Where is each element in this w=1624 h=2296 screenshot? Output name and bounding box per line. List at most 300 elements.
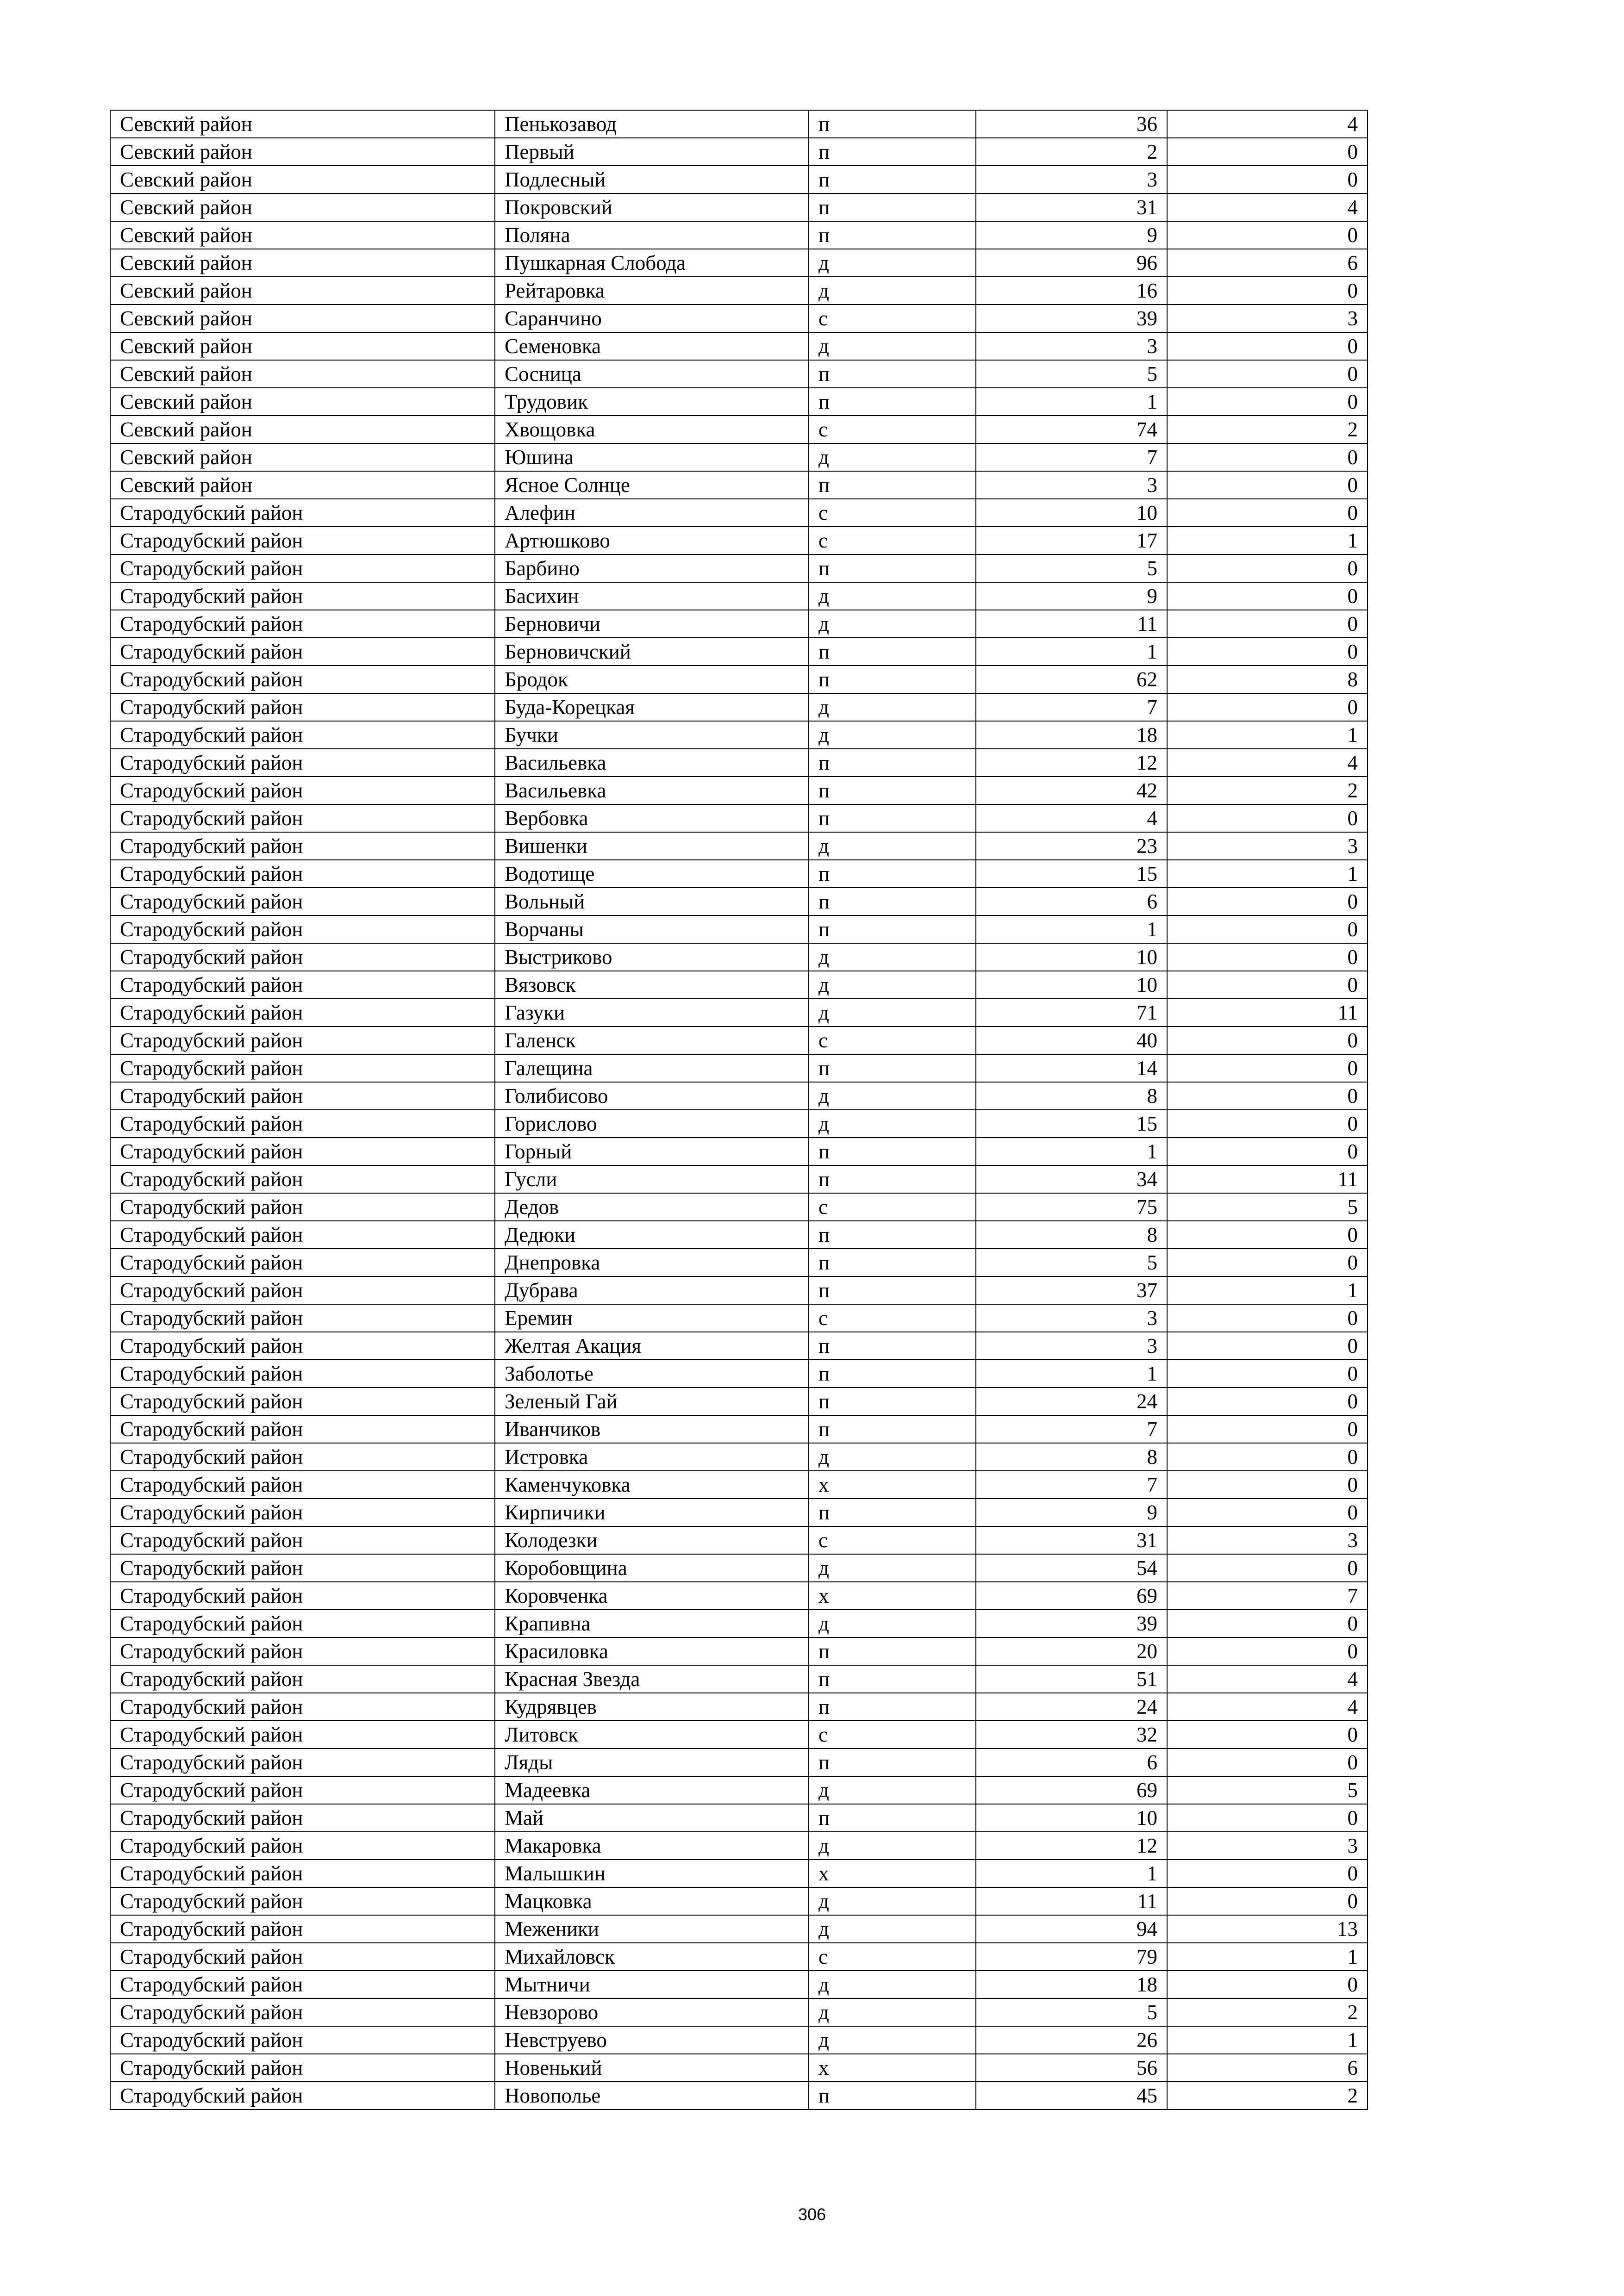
count-cell: 0 <box>1167 443 1368 471</box>
settlement-cell: Невзорово <box>495 1998 809 2026</box>
type-cell: п <box>809 1221 976 1249</box>
value-cell: 31 <box>976 1526 1167 1554</box>
value-cell: 9 <box>976 582 1167 610</box>
count-cell: 0 <box>1167 1887 1368 1915</box>
value-cell: 42 <box>976 777 1167 804</box>
type-cell: д <box>809 610 976 638</box>
type-cell: п <box>809 666 976 693</box>
district-cell: Стародубский район <box>110 749 495 777</box>
value-cell: 7 <box>976 1471 1167 1499</box>
count-cell: 7 <box>1167 1582 1368 1610</box>
settlement-cell: Выстриково <box>495 943 809 971</box>
value-cell: 5 <box>976 360 1167 388</box>
settlement-cell: Подлесный <box>495 166 809 193</box>
settlement-cell: Коровченка <box>495 1582 809 1610</box>
district-cell: Стародубский район <box>110 1998 495 2026</box>
district-cell: Севский район <box>110 221 495 249</box>
value-cell: 56 <box>976 2054 1167 2082</box>
value-cell: 5 <box>976 1249 1167 1276</box>
value-cell: 7 <box>976 443 1167 471</box>
count-cell: 3 <box>1167 1832 1368 1860</box>
type-cell: п <box>809 749 976 777</box>
table-row <box>110 1610 1368 1637</box>
district-cell: Стародубский район <box>110 915 495 943</box>
count-cell: 0 <box>1167 1360 1368 1388</box>
settlement-cell: Вербовка <box>495 804 809 832</box>
type-cell: д <box>809 332 976 360</box>
settlement-cell: Васильевка <box>495 749 809 777</box>
value-cell: 79 <box>976 1943 1167 1971</box>
table-row <box>110 360 1368 388</box>
settlement-cell: Буда-Корецкая <box>495 693 809 721</box>
settlement-cell: Мадеевка <box>495 1776 809 1804</box>
value-cell: 1 <box>976 1138 1167 1165</box>
district-cell: Стародубский район <box>110 2026 495 2054</box>
district-cell: Стародубский район <box>110 1054 495 1082</box>
type-cell: п <box>809 1165 976 1193</box>
table-row <box>110 693 1368 721</box>
district-cell: Стародубский район <box>110 666 495 693</box>
district-cell: Севский район <box>110 166 495 193</box>
count-cell: 1 <box>1167 527 1368 554</box>
type-cell: п <box>809 1748 976 1776</box>
table-row <box>110 1998 1368 2026</box>
table-row <box>110 971 1368 999</box>
table-row <box>110 1526 1368 1554</box>
table-row <box>110 1221 1368 1249</box>
settlement-cell: Первый <box>495 138 809 166</box>
value-cell: 1 <box>976 915 1167 943</box>
settlement-cell: Еремин <box>495 1304 809 1332</box>
settlement-cell: Галенск <box>495 1027 809 1054</box>
value-cell: 6 <box>976 1748 1167 1776</box>
count-cell: 0 <box>1167 1332 1368 1360</box>
count-cell: 5 <box>1167 1776 1368 1804</box>
district-cell: Стародубский район <box>110 1554 495 1582</box>
count-cell: 0 <box>1167 1221 1368 1249</box>
type-cell: с <box>809 1943 976 1971</box>
table-row <box>110 610 1368 638</box>
district-cell: Севский район <box>110 388 495 416</box>
settlement-cell: Пушкарная Слобода <box>495 249 809 277</box>
count-cell: 3 <box>1167 305 1368 332</box>
count-cell: 0 <box>1167 1610 1368 1637</box>
value-cell: 18 <box>976 1971 1167 1998</box>
count-cell: 0 <box>1167 166 1368 193</box>
district-cell: Стародубский район <box>110 1304 495 1332</box>
table-row <box>110 1665 1368 1693</box>
type-cell: д <box>809 1998 976 2026</box>
value-cell: 17 <box>976 527 1167 554</box>
value-cell: 8 <box>976 1221 1167 1249</box>
district-cell: Стародубский район <box>110 1582 495 1610</box>
settlement-cell: Семеновка <box>495 332 809 360</box>
district-cell: Стародубский район <box>110 1221 495 1249</box>
settlement-cell: Вязовск <box>495 971 809 999</box>
district-cell: Стародубский район <box>110 1943 495 1971</box>
count-cell: 0 <box>1167 638 1368 666</box>
type-cell: д <box>809 999 976 1027</box>
table-row <box>110 582 1368 610</box>
settlement-cell: Голибисово <box>495 1082 809 1110</box>
district-cell: Стародубский район <box>110 1860 495 1887</box>
value-cell: 6 <box>976 888 1167 915</box>
settlement-cell: Трудовик <box>495 388 809 416</box>
table-row <box>110 1582 1368 1610</box>
table-row <box>110 721 1368 749</box>
district-cell: Стародубский район <box>110 1971 495 1998</box>
value-cell: 69 <box>976 1582 1167 1610</box>
settlement-cell: Кудрявцев <box>495 1693 809 1721</box>
value-cell: 71 <box>976 999 1167 1027</box>
count-cell: 5 <box>1167 1193 1368 1221</box>
table-row <box>110 554 1368 582</box>
count-cell: 0 <box>1167 1748 1368 1776</box>
district-cell: Стародубский район <box>110 638 495 666</box>
count-cell: 0 <box>1167 915 1368 943</box>
settlement-cell: Зеленый Гай <box>495 1388 809 1415</box>
count-cell: 0 <box>1167 1860 1368 1887</box>
settlement-cell: Желтая Акация <box>495 1332 809 1360</box>
settlement-cell: Новенький <box>495 2054 809 2082</box>
settlement-cell: Дедюки <box>495 1221 809 1249</box>
value-cell: 24 <box>976 1388 1167 1415</box>
type-cell: д <box>809 1554 976 1582</box>
district-cell: Стародубский район <box>110 804 495 832</box>
count-cell: 0 <box>1167 1027 1368 1054</box>
settlement-cell: Красная Звезда <box>495 1665 809 1693</box>
type-cell: д <box>809 721 976 749</box>
settlement-cell: Берновичский <box>495 638 809 666</box>
value-cell: 39 <box>976 1610 1167 1637</box>
value-cell: 40 <box>976 1027 1167 1054</box>
settlement-cell: Гусли <box>495 1165 809 1193</box>
table-row <box>110 1804 1368 1832</box>
count-cell: 2 <box>1167 777 1368 804</box>
type-cell: п <box>809 193 976 221</box>
value-cell: 3 <box>976 332 1167 360</box>
settlement-cell: Ворчаны <box>495 915 809 943</box>
type-cell: п <box>809 1138 976 1165</box>
table-row <box>110 1748 1368 1776</box>
district-cell: Стародубский район <box>110 1721 495 1748</box>
count-cell: 4 <box>1167 193 1368 221</box>
count-cell: 4 <box>1167 110 1368 138</box>
count-cell: 0 <box>1167 943 1368 971</box>
district-cell: Стародубский район <box>110 721 495 749</box>
type-cell: п <box>809 360 976 388</box>
type-cell: д <box>809 693 976 721</box>
settlement-cell: Крапивна <box>495 1610 809 1637</box>
district-cell: Стародубский район <box>110 1443 495 1471</box>
type-cell: д <box>809 1082 976 1110</box>
type-cell: д <box>809 1887 976 1915</box>
district-cell: Стародубский район <box>110 1332 495 1360</box>
count-cell: 0 <box>1167 277 1368 305</box>
type-cell: п <box>809 166 976 193</box>
table-row <box>110 2082 1368 2109</box>
district-cell: Стародубский район <box>110 1915 495 1943</box>
value-cell: 14 <box>976 1054 1167 1082</box>
value-cell: 18 <box>976 721 1167 749</box>
value-cell: 11 <box>976 1887 1167 1915</box>
count-cell: 0 <box>1167 1388 1368 1415</box>
district-cell: Стародубский район <box>110 1165 495 1193</box>
table-row <box>110 499 1368 527</box>
table-row <box>110 1499 1368 1526</box>
type-cell: п <box>809 888 976 915</box>
settlement-cell: Мытничи <box>495 1971 809 1998</box>
district-cell: Стародубский район <box>110 860 495 888</box>
district-cell: Севский район <box>110 277 495 305</box>
type-cell: х <box>809 1860 976 1887</box>
table-row <box>110 1776 1368 1804</box>
settlement-cell: Новополье <box>495 2082 809 2109</box>
table-row <box>110 999 1368 1027</box>
settlement-cell: Дедов <box>495 1193 809 1221</box>
table-row <box>110 1415 1368 1443</box>
table-row <box>110 2054 1368 2082</box>
count-cell: 1 <box>1167 2026 1368 2054</box>
settlement-cell: Бродок <box>495 666 809 693</box>
table-row <box>110 1249 1368 1276</box>
settlement-cell: Днепровка <box>495 1249 809 1276</box>
district-cell: Севский район <box>110 416 495 443</box>
settlement-cell: Горный <box>495 1138 809 1165</box>
district-cell: Севский район <box>110 305 495 332</box>
value-cell: 1 <box>976 638 1167 666</box>
type-cell: п <box>809 638 976 666</box>
value-cell: 3 <box>976 1332 1167 1360</box>
count-cell: 0 <box>1167 610 1368 638</box>
table-row <box>110 443 1368 471</box>
settlement-cell: Газуки <box>495 999 809 1027</box>
type-cell: п <box>809 1637 976 1665</box>
district-cell: Стародубский район <box>110 610 495 638</box>
value-cell: 16 <box>976 277 1167 305</box>
count-cell: 2 <box>1167 416 1368 443</box>
count-cell: 1 <box>1167 1943 1368 1971</box>
table-row <box>110 1832 1368 1860</box>
type-cell: с <box>809 499 976 527</box>
district-cell: Стародубский район <box>110 971 495 999</box>
district-cell: Стародубский район <box>110 1276 495 1304</box>
settlement-cell: Ляды <box>495 1748 809 1776</box>
settlement-cell: Малышкин <box>495 1860 809 1887</box>
district-cell: Стародубский район <box>110 554 495 582</box>
value-cell: 10 <box>976 1804 1167 1832</box>
district-cell: Севский район <box>110 360 495 388</box>
type-cell: д <box>809 1110 976 1138</box>
table-row <box>110 1360 1368 1388</box>
count-cell: 4 <box>1167 749 1368 777</box>
settlement-cell: Вишенки <box>495 832 809 860</box>
table-row <box>110 1082 1368 1110</box>
value-cell: 96 <box>976 249 1167 277</box>
count-cell: 0 <box>1167 1804 1368 1832</box>
table-row <box>110 943 1368 971</box>
table-row <box>110 249 1368 277</box>
table-row <box>110 638 1368 666</box>
settlement-cell: Мацковка <box>495 1887 809 1915</box>
table-row <box>110 305 1368 332</box>
count-cell: 0 <box>1167 554 1368 582</box>
table-row <box>110 915 1368 943</box>
count-cell: 0 <box>1167 499 1368 527</box>
count-cell: 0 <box>1167 1110 1368 1138</box>
district-cell: Стародубский район <box>110 1776 495 1804</box>
value-cell: 51 <box>976 1665 1167 1693</box>
count-cell: 0 <box>1167 1249 1368 1276</box>
value-cell: 7 <box>976 693 1167 721</box>
settlement-cell: Берновичи <box>495 610 809 638</box>
district-cell: Стародубский район <box>110 527 495 554</box>
table-row <box>110 1138 1368 1165</box>
type-cell: д <box>809 943 976 971</box>
settlement-cell: Красиловка <box>495 1637 809 1665</box>
table-row <box>110 277 1368 305</box>
value-cell: 39 <box>976 305 1167 332</box>
count-cell: 0 <box>1167 582 1368 610</box>
count-cell: 6 <box>1167 2054 1368 2082</box>
count-cell: 0 <box>1167 1054 1368 1082</box>
type-cell: п <box>809 1665 976 1693</box>
settlement-cell: Галещина <box>495 1054 809 1082</box>
type-cell: д <box>809 1971 976 1998</box>
count-cell: 0 <box>1167 221 1368 249</box>
value-cell: 11 <box>976 610 1167 638</box>
value-cell: 15 <box>976 860 1167 888</box>
district-cell: Стародубский район <box>110 999 495 1027</box>
count-cell: 13 <box>1167 1915 1368 1943</box>
table-row <box>110 1554 1368 1582</box>
table-row <box>110 193 1368 221</box>
settlement-cell: Саранчино <box>495 305 809 332</box>
count-cell: 1 <box>1167 721 1368 749</box>
type-cell: п <box>809 1276 976 1304</box>
value-cell: 3 <box>976 471 1167 499</box>
settlement-cell: Макаровка <box>495 1832 809 1860</box>
count-cell: 4 <box>1167 1693 1368 1721</box>
count-cell: 2 <box>1167 1998 1368 2026</box>
district-cell: Стародубский район <box>110 1637 495 1665</box>
count-cell: 0 <box>1167 888 1368 915</box>
value-cell: 8 <box>976 1082 1167 1110</box>
count-cell: 0 <box>1167 360 1368 388</box>
type-cell: п <box>809 138 976 166</box>
district-cell: Стародубский район <box>110 1610 495 1637</box>
value-cell: 9 <box>976 221 1167 249</box>
type-cell: д <box>809 249 976 277</box>
table-row <box>110 1165 1368 1193</box>
settlement-cell: Май <box>495 1804 809 1832</box>
table-row <box>110 332 1368 360</box>
table-row <box>110 2026 1368 2054</box>
settlement-cell: Невструево <box>495 2026 809 2054</box>
type-cell: п <box>809 554 976 582</box>
settlement-cell: Коробовщина <box>495 1554 809 1582</box>
type-cell: п <box>809 2082 976 2109</box>
type-cell: д <box>809 2026 976 2054</box>
type-cell: с <box>809 1526 976 1554</box>
district-cell: Стародубский район <box>110 1138 495 1165</box>
value-cell: 3 <box>976 166 1167 193</box>
district-cell: Стародубский район <box>110 1249 495 1276</box>
table-row <box>110 1971 1368 1998</box>
value-cell: 62 <box>976 666 1167 693</box>
type-cell: п <box>809 915 976 943</box>
count-cell: 11 <box>1167 999 1368 1027</box>
count-cell: 2 <box>1167 2082 1368 2109</box>
value-cell: 5 <box>976 1998 1167 2026</box>
type-cell: с <box>809 1027 976 1054</box>
value-cell: 1 <box>976 388 1167 416</box>
district-cell: Стародубский район <box>110 582 495 610</box>
type-cell: п <box>809 1249 976 1276</box>
district-cell: Севский район <box>110 193 495 221</box>
count-cell: 3 <box>1167 832 1368 860</box>
value-cell: 23 <box>976 832 1167 860</box>
table-row <box>110 110 1368 138</box>
district-cell: Стародубский район <box>110 1415 495 1443</box>
count-cell: 0 <box>1167 1443 1368 1471</box>
table-row <box>110 1388 1368 1415</box>
value-cell: 9 <box>976 1499 1167 1526</box>
count-cell: 0 <box>1167 1971 1368 1998</box>
district-cell: Стародубский район <box>110 1804 495 1832</box>
value-cell: 37 <box>976 1276 1167 1304</box>
count-cell: 1 <box>1167 1276 1368 1304</box>
settlement-cell: Покровский <box>495 193 809 221</box>
type-cell: с <box>809 416 976 443</box>
value-cell: 12 <box>976 1832 1167 1860</box>
type-cell: п <box>809 1332 976 1360</box>
table-row <box>110 1693 1368 1721</box>
count-cell: 6 <box>1167 249 1368 277</box>
count-cell: 11 <box>1167 1165 1368 1193</box>
count-cell: 0 <box>1167 1637 1368 1665</box>
type-cell: д <box>809 1832 976 1860</box>
district-cell: Стародубский район <box>110 1388 495 1415</box>
count-cell: 0 <box>1167 1415 1368 1443</box>
type-cell: п <box>809 1415 976 1443</box>
settlement-cell: Меженики <box>495 1915 809 1943</box>
table-row <box>110 1276 1368 1304</box>
settlement-cell: Барбино <box>495 554 809 582</box>
district-cell: Стародубский район <box>110 499 495 527</box>
settlement-cell: Алефин <box>495 499 809 527</box>
value-cell: 2 <box>976 138 1167 166</box>
district-cell: Севский район <box>110 110 495 138</box>
district-cell: Стародубский район <box>110 1193 495 1221</box>
value-cell: 10 <box>976 943 1167 971</box>
type-cell: п <box>809 1360 976 1388</box>
value-cell: 4 <box>976 804 1167 832</box>
settlement-cell: Истровка <box>495 1443 809 1471</box>
settlement-cell: Михайловск <box>495 1943 809 1971</box>
value-cell: 54 <box>976 1554 1167 1582</box>
value-cell: 1 <box>976 1860 1167 1887</box>
table-row <box>110 1860 1368 1887</box>
type-cell: с <box>809 1304 976 1332</box>
district-cell: Севский район <box>110 471 495 499</box>
table-row <box>110 1443 1368 1471</box>
value-cell: 31 <box>976 193 1167 221</box>
district-cell: Севский район <box>110 249 495 277</box>
district-cell: Стародубский район <box>110 1526 495 1554</box>
type-cell: д <box>809 832 976 860</box>
type-cell: п <box>809 388 976 416</box>
